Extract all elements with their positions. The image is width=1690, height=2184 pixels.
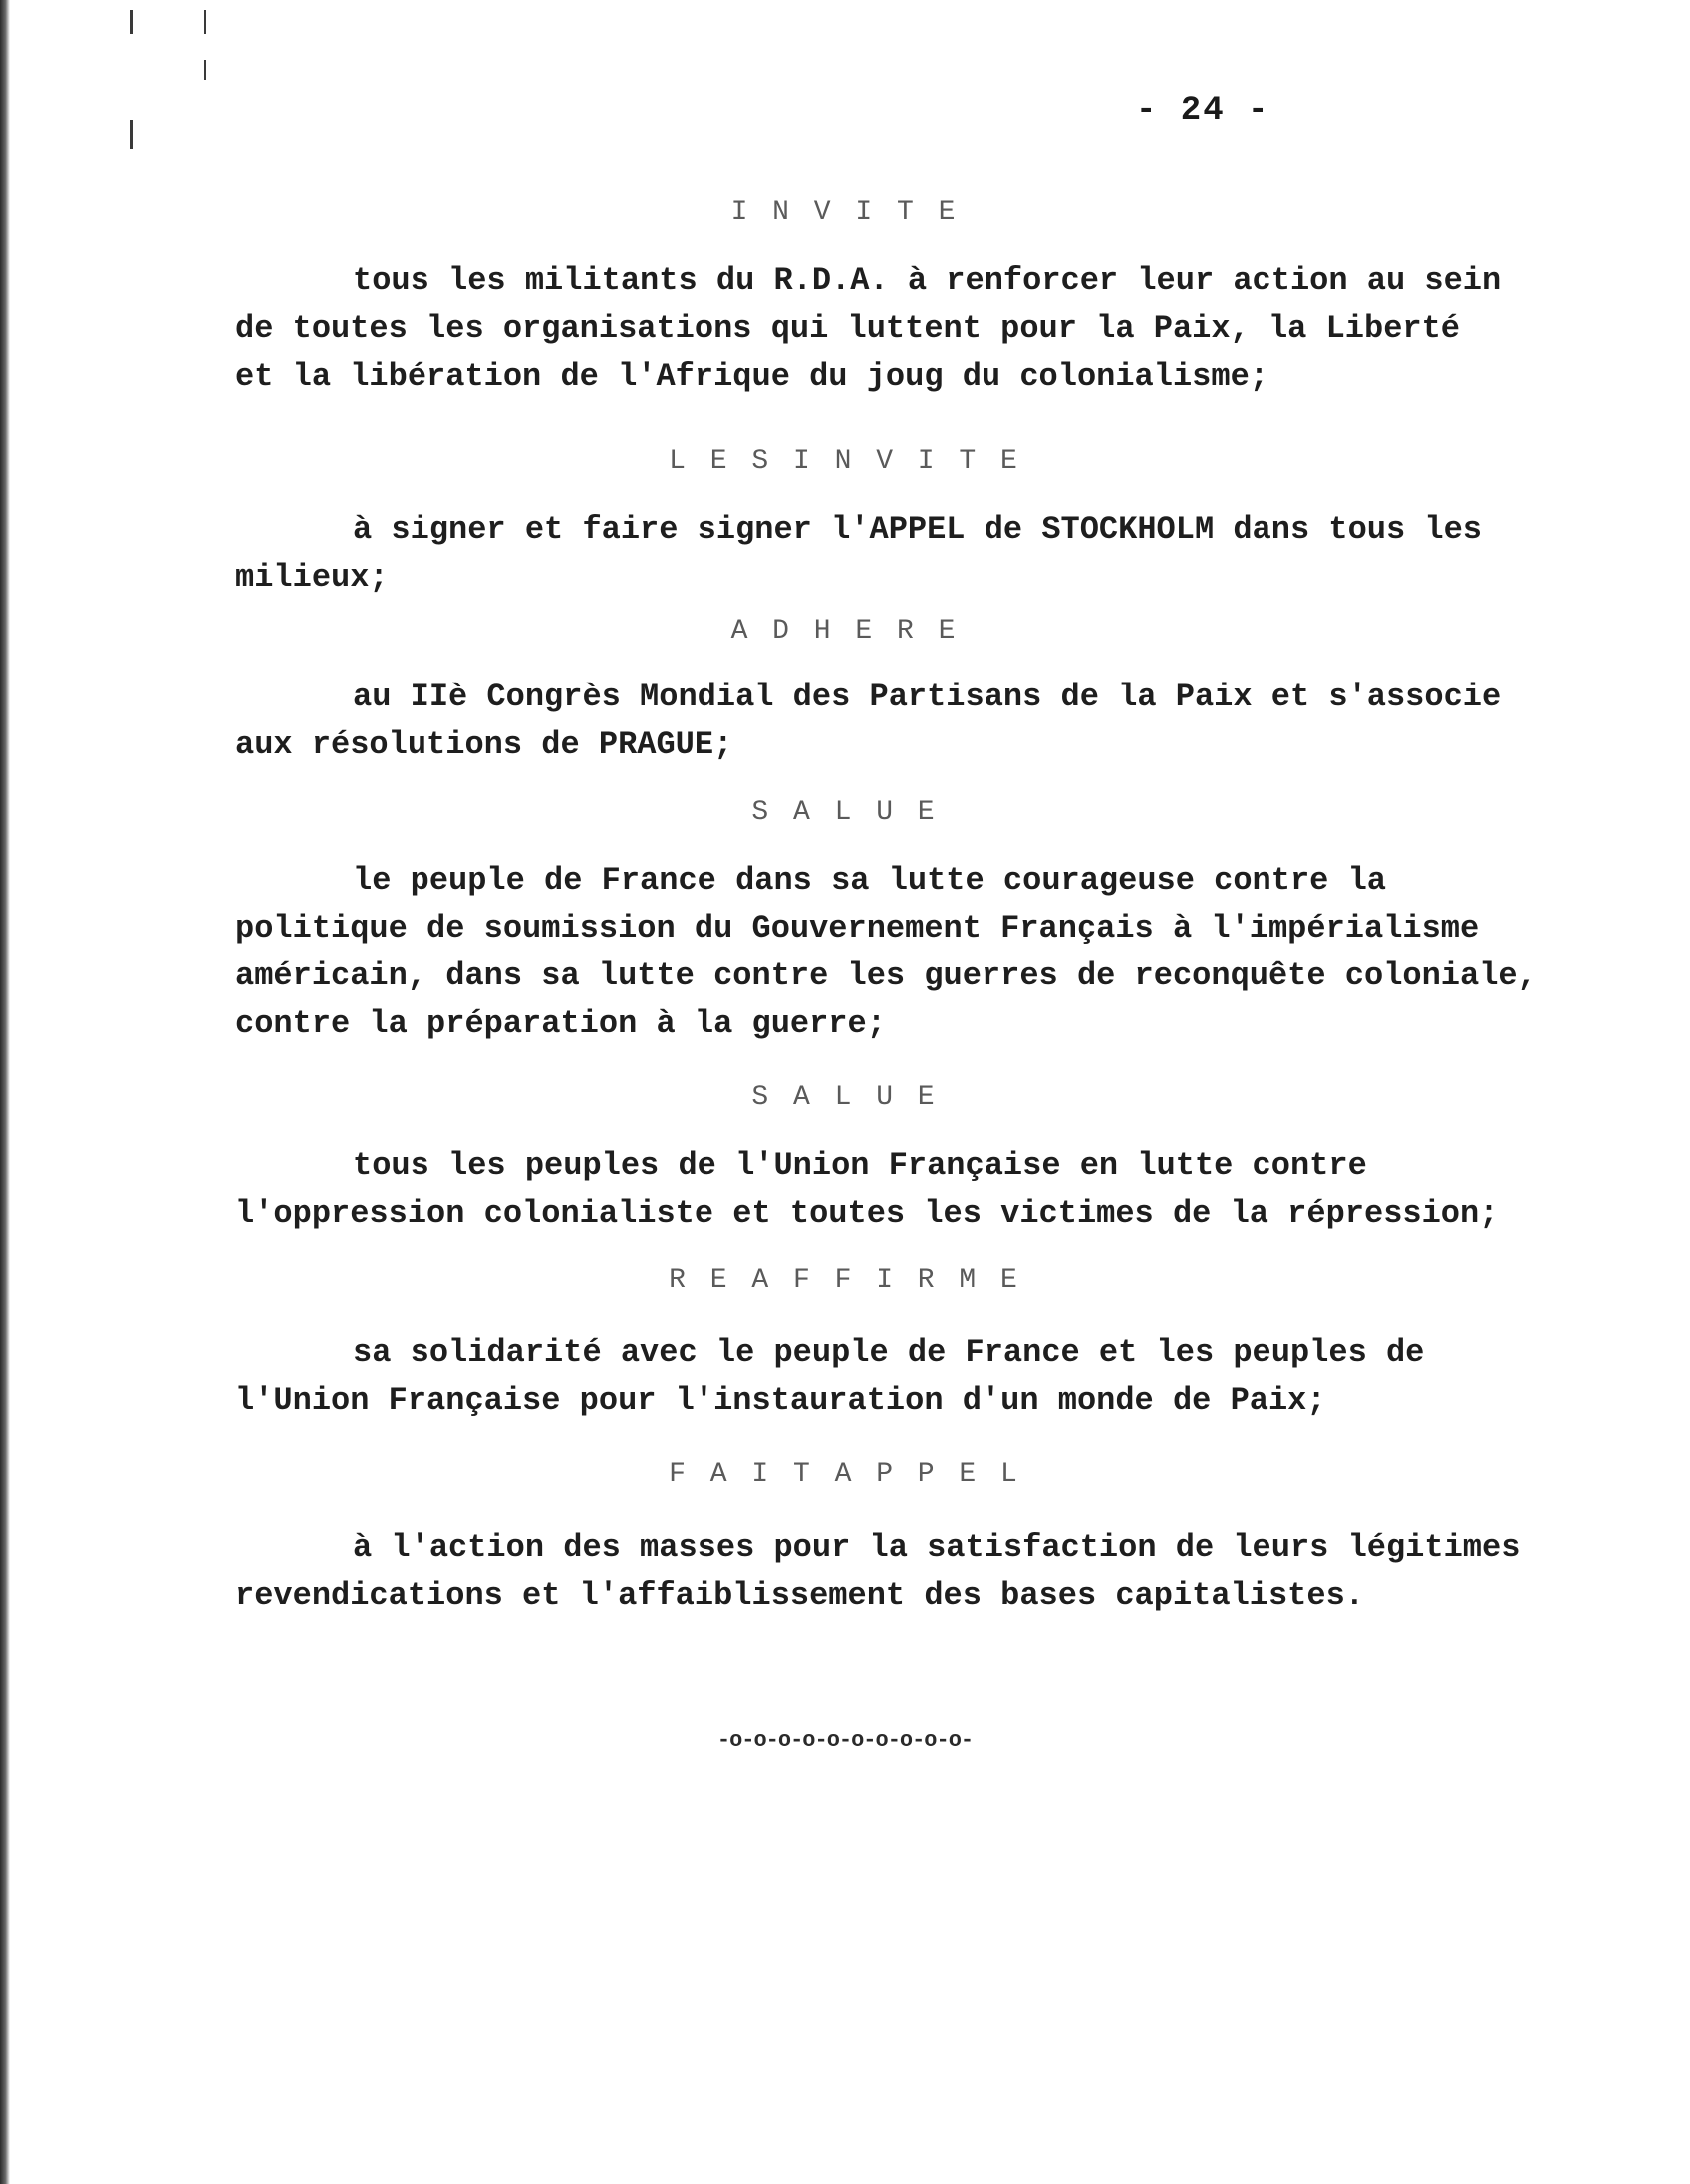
section-paragraph bbox=[235, 257, 1550, 401]
section-paragraph bbox=[235, 674, 1550, 769]
scan-mark bbox=[130, 120, 133, 149]
ornamental-separator: -o-o-o-o-o-o-o-o-o-o- bbox=[716, 1728, 974, 1753]
section-paragraph bbox=[235, 1524, 1550, 1620]
paragraph-line: tous les peuples de l'Union Française en lutte contre bbox=[353, 1147, 1367, 1184]
paragraph-line: politique de soumission du Gouvernement Français à l'impérialisme bbox=[235, 910, 1480, 947]
paragraph-line: à l'action des masses pour la satisfaction de leurs légitimes bbox=[353, 1529, 1521, 1566]
section-paragraph bbox=[235, 1329, 1550, 1425]
scan-mark bbox=[204, 10, 206, 34]
paragraph-line: sa solidarité avec le peuple de France et les peuples de bbox=[353, 1334, 1425, 1371]
section-paragraph bbox=[235, 857, 1550, 1048]
paragraph-line: à signer et faire signer l'APPEL de STOCKHOLM dans tous les bbox=[353, 511, 1482, 548]
section-heading: I N V I T E bbox=[730, 197, 960, 228]
paragraph-line: au IIè Congrès Mondial des Partisans de la Paix et s'associe bbox=[353, 679, 1502, 715]
paragraph-line: revendications et l'affaiblissement des bases capitalistes. bbox=[235, 1577, 1364, 1614]
paragraph-line: le peuple de France dans sa lutte courageuse contre la bbox=[353, 862, 1386, 899]
scan-mark bbox=[204, 60, 206, 80]
paragraph-line: l'oppression colonialiste et toutes les victimes de la répression; bbox=[235, 1195, 1499, 1231]
section-paragraph bbox=[235, 1142, 1550, 1237]
paragraph-line: de toutes les organisations qui luttent pour la Paix, la Liberté bbox=[235, 310, 1460, 347]
paragraph-line: américain, dans sa lutte contre les guerres de reconquête coloniale, bbox=[235, 957, 1537, 994]
section-heading: L E S I N V I T E bbox=[669, 446, 1021, 477]
section-heading: R E A F F I R M E bbox=[669, 1265, 1021, 1296]
section-heading: S A L U E bbox=[751, 797, 939, 828]
paragraph-line: aux résolutions de PRAGUE; bbox=[235, 726, 733, 763]
section-heading: S A L U E bbox=[751, 1082, 939, 1113]
paragraph-line: l'Union Française pour l'instauration d'un monde de Paix; bbox=[235, 1382, 1326, 1419]
paragraph-line: contre la préparation à la guerre; bbox=[235, 1005, 886, 1042]
section-paragraph bbox=[235, 506, 1550, 602]
section-heading: F A I T A P P E L bbox=[669, 1459, 1021, 1490]
section-heading: A D H E R E bbox=[730, 616, 960, 647]
paragraph-line: milieux; bbox=[235, 559, 389, 596]
paragraph-line: et la libération de l'Afrique du joug du colonialisme; bbox=[235, 358, 1268, 395]
page-number: - 24 - bbox=[1136, 92, 1270, 130]
paragraph-line: tous les militants du R.D.A. à renforcer leur action au sein bbox=[353, 262, 1502, 299]
scan-mark bbox=[130, 10, 133, 34]
